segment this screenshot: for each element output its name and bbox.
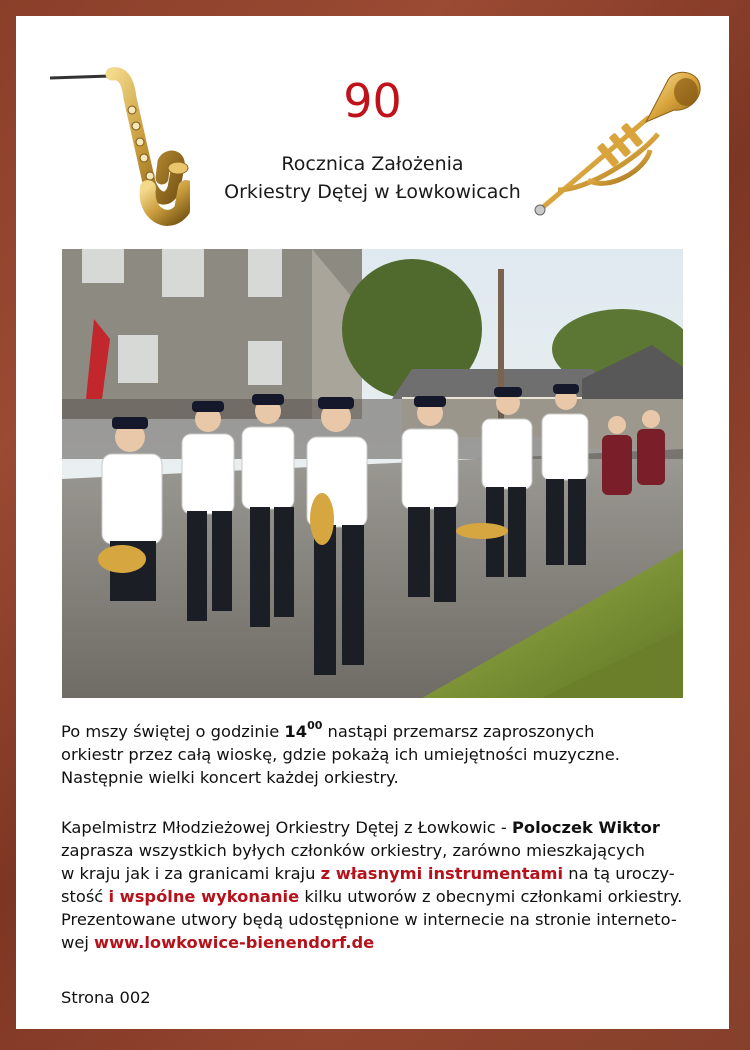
paragraph-2-line-6: [61, 931, 721, 954]
p2-line4-pre: stość: [61, 887, 109, 906]
page-title: [16, 150, 729, 206]
paragraph-2-line-5: Prezentowane utwory będą udostępnione w internecie na stronie interneto-: [61, 910, 677, 929]
paragraph-2-line-2: zaprasza wszystkich byłych członków orkiestry, zarówno mieszkających: [61, 841, 646, 860]
paragraph-1-line-1: [61, 714, 721, 743]
subtitle-line-1: Rocznica Założenia: [281, 153, 464, 175]
page-number: Strona 002: [61, 988, 151, 1007]
page: [16, 16, 729, 1029]
p2-line3-pre: w kraju jak i za granicami kraju: [61, 864, 321, 883]
conductor-name: Poloczek Wiktor: [511, 818, 660, 837]
paragraph-invitation: [61, 816, 721, 954]
paragraph-parade: [61, 714, 721, 789]
p2-line1-pre: Kapelmistrz Młodzieżowej Orkiestry Dętej z Łowkowic -: [61, 818, 512, 837]
paragraph-2-line-1: [61, 816, 721, 839]
p2-line6-pre: wej: [61, 933, 95, 952]
paragraph-1-line-3: Następnie wielki koncert każdej orkiestry.: [61, 768, 399, 787]
time-minutes: 00: [307, 719, 323, 732]
website-link[interactable]: www.lowkowice-bienendorf.de: [94, 933, 375, 952]
paragraph-2-line-3: [61, 862, 721, 885]
time-hour: 14: [284, 722, 308, 741]
highlight-joint-performance: i wspólne wykonanie: [108, 887, 300, 906]
anniversary-number: 90: [343, 74, 402, 128]
highlight-own-instruments: z własnymi instrumentami: [320, 864, 564, 883]
paragraph-1-line-2: orkiestr przez całą wioskę, gdzie pokażą ich umiejętności muzyczne.: [61, 745, 620, 764]
marching-band-photo: [62, 249, 683, 698]
p2-line3-post: na tą uroczy-: [563, 864, 675, 883]
p1-line1-post: nastąpi przemarsz zaproszonych: [322, 722, 595, 741]
subtitle-line-2: Orkiestry Dętej w Łowkowicach: [224, 181, 521, 203]
paragraph-2-line-4: [61, 885, 721, 908]
p2-line4-post: kilku utworów z obecnymi członkami orkiestry.: [299, 887, 683, 906]
p1-line1-pre: Po mszy świętej o godzinie: [61, 722, 285, 741]
